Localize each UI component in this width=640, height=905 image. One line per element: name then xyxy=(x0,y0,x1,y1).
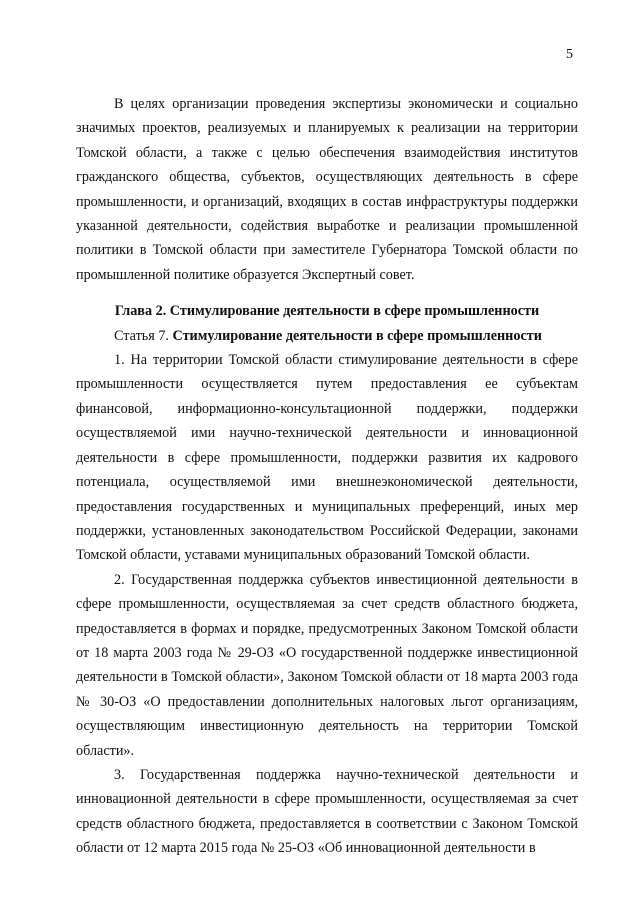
article-prefix: Статья 7. xyxy=(114,327,173,344)
paragraph-3: 3. Государственная поддержка научно-технической деятельности и инновационной деятельности в сфере промышленности, осуществляемая за счет средств областного бюджета, предоставляется в соответствии с Законом Томской области от 12 марта 2015 года № 25-ОЗ «Об инновационной деятельности в xyxy=(76,766,578,857)
paragraph-2: 2. Государственная поддержка субъектов инвестиционной деятельности в сфере промышленности, осуществляемая за счет средств областного бюджета, предоставляется в формах и порядке, предусмотренных Законом Томской области от 18 марта 2003 года № 29-ОЗ «О государственной поддержке инвестиционной деятельности в Томской области», Законом Томской области от 18 марта 2003 года № 30-ОЗ «О предоставлении дополнительных налоговых льгот организациям, осуществляющим инвестиционную деятельность на территории Томской области». xyxy=(76,571,578,759)
paragraph-1: 1. На территории Томской области стимулирование деятельности в сфере промышленности осуществляется путем предоставления ее субъектам финансовой, информационно-консультационной поддержки, поддержки осуществляемой ими научно-технической деятельности и инновационной деятельности в сфере промышленности, поддержки развития их кадрового потенциала, осуществляемой ими внешнеэкономической деятельности, предоставления государственных и муниципальных преференций, иных мер поддержки, установленных законодательством Российской Федерации, законами Томской области, уставами муниципальных образований Томской области. xyxy=(76,352,578,564)
article-title: Стимулирование деятельности в сфере промышленности xyxy=(172,327,542,344)
document-body xyxy=(76,92,578,861)
chapter-heading: Глава 2. Стимулирование деятельности в сфере промышленности xyxy=(114,303,540,320)
article-heading xyxy=(76,324,578,348)
page-number: 5 xyxy=(566,47,573,62)
intro-paragraph: В целях организации проведения экспертизы экономически и социально значимых проектов, реализуемых и планируемых к реализации на территории Томской области, а также с целью обеспечения взаимодействия институтов гражданского общества, субъектов, осуществляющих деятельность в сфере промышленности, и организаций, входящих в состав инфраструктуры поддержки указанной деятельности, содействия выработке и реализации промышленной политики в Томской области при заместителе Губернатора Томской области по промышленной политике образуется Экспертный совет. xyxy=(76,96,578,283)
